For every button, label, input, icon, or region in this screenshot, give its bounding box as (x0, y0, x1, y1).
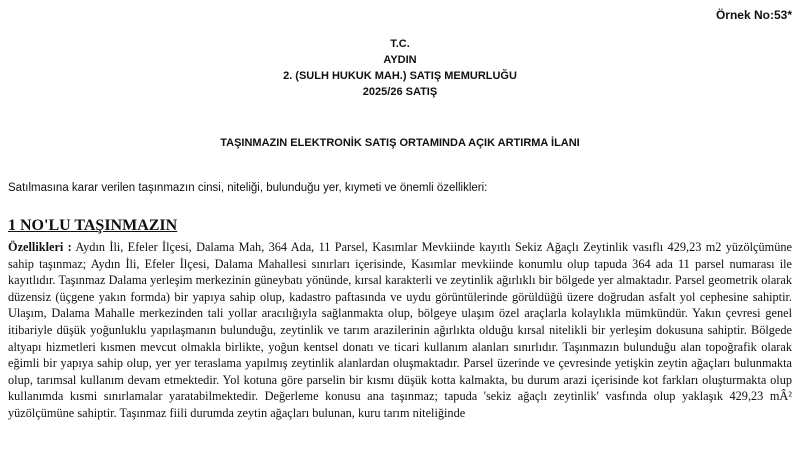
intro-text: Satılmasına karar verilen taşınmazın cinsi, niteliği, bulunduğu yer, kıymeti ve önemli özellikleri: (8, 182, 488, 194)
header-sale-number: 2025/26 SATIŞ (362, 86, 438, 98)
sample-number: Örnek No:53* (715, 8, 792, 22)
header-office: 2. (SULH HUKUK MAH.) SATIŞ MEMURLUĞU (283, 70, 517, 82)
header-country: T.C. (390, 38, 410, 50)
features-text: Aydın İli, Efeler İlçesi, Dalama Mah, 364 Ada, 11 Parsel, Kasımlar Mevkiinde kayıtlı Sekiz Ağaçlı Zeytinlik vasıflı 429,23 m2 yüzölçümüne sahip taşınmaz; Aydın İli, Efeler İlçesi, Dalama Mahallesi sınırları içerisinde, Kasımlar mevkiinde konumlu olup tapuda 364 ada 11 parsel numarası ile kayıtlıdır. Taşınmaz Dalama yerleşim merkezinin güneybatı yönünde, kırsal karakterli ve zeytinlik ağırlıklı bir bölgede yer almaktadır. Parsel geometrik olarak düzensiz (üçgene yakın formda) bir yapıya sahip olup, kadastro paftasında ve uydu görüntülerinde görüldüğü üzere doğrudan asfalt yol cephesine sahiptir. Ulaşım, Dalama Mahalle merkezinden tali yollar aracılığıyla sağlanmakta olup, bölgeye ulaşım özel araçlarla kolaylıkla mümkündür. Yakın çevresi genel itibariyle düşük yoğunluklu yapılaşmanın bulunduğu, zeytinlik ve tarım arazilerinin ağırlıkta olduğu kırsal nitelikli bir yerleşim dokusuna sahiptir. Bölgede altyapı hizmetleri kısmen mevcut olmakla birlikte, yoğun kentsel donatı ve ticari kullanım alanları sınırlıdır. Taşınmazın bulunduğu alan topoğrafik olarak eğimli bir yapıya sahip olup, yer yer teraslama yapılmış zeytinlik alanlardan oluşmaktadır. Parsel üzerinde ve çevresinde yetişkin zeytin ağaçları bulunmakta olup, tarımsal kullanım devam etmektedir. Yol kotuna göre parselin bir kısmı düşük kotta kalmakta, bu durum arazi içerisinde kot farkları oluşturmakta olup kullanımda kısmi sınırlamalar yaratabilmektedir. Değerleme konusu ana taşınmaz; tapuda 'sekiz ağaçlı zeytinlik' vasfında olup yaklaşık 429,23 mÂ² yüzölçümüne sahiptir. Taşınmaz fiili durumda zeytin ağaçları bulunan, kuru tarım niteliğinde (8, 240, 792, 420)
document-header (0, 36, 800, 100)
announcement-title: TAŞINMAZIN ELEKTRONİK SATIŞ ORTAMINDA AÇIK ARTIRMA İLANI (220, 137, 580, 149)
property-description (8, 239, 792, 422)
header-city: AYDIN (383, 54, 417, 66)
features-label: Özellikleri : (8, 240, 72, 254)
property-heading: 1 NO'LU TAŞINMAZIN (8, 217, 178, 234)
